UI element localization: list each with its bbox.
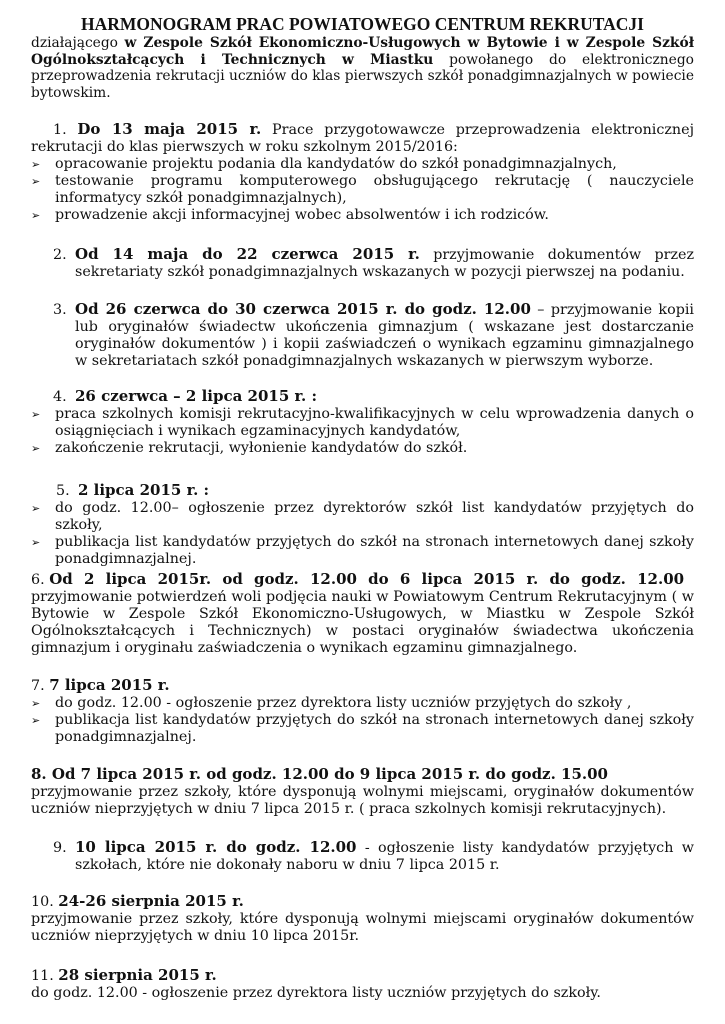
item-date: Od 2 lipca 2015r. od godz. 12.00 do 6 lipca 2015 r. do godz. 12.00: [49, 570, 685, 588]
list-item: ➢ prowadzenie akcji informacyjnej wobec absolwentów i ich rodziców.: [31, 207, 549, 223]
item-date: Od 14 maja do 22 czerwca 2015 r.: [75, 245, 420, 263]
item-3: [53, 301, 694, 370]
intro-text-c: powołanego do elektronicznego przeprowadzenia rekrutacji uczniów do klas pierwszych szkół ponadgimnazjalnych w powiecie bytowskim.: [31, 51, 694, 101]
item-date: 7 lipca 2015 r.: [49, 676, 170, 694]
item-number: 10.: [31, 894, 54, 910]
item-10-text: przyjmowanie przez szkoły, które dysponują wolnymi miejscami oryginałów dokumentów uczniów nieprzyjętych w dniu 10 lipca 2015r.: [31, 911, 694, 944]
item-7-heading: [31, 677, 694, 695]
item-date: Od 7 lipca 2015 r. od godz. 12.00 do 9 lipca 2015 r. do godz. 15.00: [46, 765, 608, 783]
arrow-bullet-icon: ➢: [31, 408, 41, 421]
item-1-paragraph: [31, 121, 694, 156]
item-number: 8.: [31, 765, 47, 783]
list-item: ➢ do godz. 12.00 - ogłoszenie przez dyrektora listy uczniów przyjętych do szkoły ,: [31, 695, 632, 711]
item-date: 28 sierpnia 2015 r.: [58, 966, 217, 984]
item-4-heading: [31, 388, 694, 406]
item-number: 3.: [53, 302, 67, 318]
item-number: 11.: [31, 968, 54, 984]
item-5-heading: [31, 482, 694, 500]
item-6: [31, 571, 694, 657]
list-item: ➢ publikacja list kandydatów przyjętych do szkół na stronach internetowych danej szkoły ponadgimnazjalnej.: [31, 534, 694, 567]
intro-paragraph: [31, 35, 694, 101]
intro-text-b: w Zespole Szkół Ekonomiczno-Usługowych w Bytowie i w Zespole Szkół Ogólnokształcących i Technicznych w Miastku: [31, 35, 694, 68]
item-9: [53, 839, 694, 874]
item-11: [31, 967, 694, 1002]
item-date: 26 czerwca – 2 lipca 2015 r. :: [75, 387, 317, 405]
item-11-heading: [31, 967, 694, 985]
item-10: [31, 893, 694, 945]
item-5-bullets: [31, 500, 694, 568]
list-item: ➢ publikacja list kandydatów przyjętych do szkół na stronach internetowych danej szkoły ponadgimnazjalnej.: [31, 712, 694, 745]
item-date: 2 lipca 2015 r. :: [78, 481, 210, 499]
item-date: Do 13 maja 2015 r.: [77, 120, 262, 138]
item-5: [31, 482, 694, 568]
item-3-paragraph: [53, 301, 694, 370]
item-8: [31, 766, 694, 818]
item-2: [53, 246, 694, 281]
arrow-bullet-icon: ➢: [31, 158, 41, 171]
arrow-bullet-icon: ➢: [31, 502, 41, 515]
item-date: 24-26 sierpnia 2015 r.: [58, 892, 244, 910]
item-number: 1.: [53, 122, 67, 138]
list-item: ➢ testowanie programu komputerowego obsługującego rekrutację ( nauczyciele informatycy szkół ponadgimnazjalnych),: [31, 173, 694, 206]
item-4-bullets: [31, 406, 694, 457]
item-number: 2.: [53, 247, 67, 263]
item-7: [31, 677, 694, 746]
list-item: ➢ praca szkolnych komisji rekrutacyjno-kwalifikacyjnych w celu wprowadzenia danych o osiągnięciach i wynikach egzaminacyjnych kandydatów,: [31, 406, 694, 439]
arrow-bullet-icon: ➢: [31, 209, 41, 222]
arrow-bullet-icon: ➢: [31, 442, 41, 455]
item-number: 9.: [53, 840, 67, 856]
item-number: 6.: [31, 572, 45, 588]
item-2-paragraph: [53, 246, 694, 281]
item-number: 5.: [56, 483, 70, 499]
item-7-bullets: [31, 695, 694, 746]
item-number: 7.: [31, 678, 45, 694]
item-11-text: do godz. 12.00 - ogłoszenie przez dyrektora listy uczniów przyjętych do szkoły.: [31, 985, 601, 1001]
item-8-text: przyjmowanie przez szkoły, które dysponują wolnymi miejscami, oryginałów dokumentów uczniów nieprzyjętych w dniu 7 lipca 2015 r. ( praca szkolnych komisji rekrutacyjnych).: [31, 784, 694, 817]
item-text: - ogłoszenie listy kandydatów przyjętych w szkołach, które nie dokonały naboru w dniu 7 lipca 2015 r.: [75, 840, 694, 873]
item-6-paragraph: [31, 571, 694, 589]
item-8-heading: [31, 766, 694, 784]
item-10-heading: [31, 893, 694, 911]
document-title: HARMONOGRAM PRAC POWIATOWEGO CENTRUM REKRUTACJI: [81, 14, 644, 34]
arrow-bullet-icon: ➢: [31, 536, 41, 549]
item-1: [31, 121, 694, 224]
list-item: ➢ do godz. 12.00– ogłoszenie przez dyrektorów szkół list kandydatów przyjętych do szkoły,: [31, 500, 694, 533]
arrow-bullet-icon: ➢: [31, 714, 41, 727]
arrow-bullet-icon: ➢: [31, 697, 41, 710]
item-6-text: przyjmowanie potwierdzeń woli podjęcia nauki w Powiatowym Centrum Rekrutacyjnym ( w Bytowie w Zespole Szkół Ekonomiczno-Usługowych, w Miastku w Zespole Szkół Ogólnokształcących i Technicznych) w postaci oryginałów świadectwa ukończenia gimnazjum i oryginału zaświadczenia o wynikach egzaminu gimnazjalnego.: [31, 589, 694, 656]
list-item: ➢ opracowanie projektu podania dla kandydatów do szkół ponadgimnazjalnych,: [31, 156, 617, 172]
item-text: – przyjmowanie kopii lub oryginałów świadectw ukończenia gimnazjum ( wskazane jest dostarczanie oryginałów dokumentów ) i kopii zaświadczeń o wynikach egzaminu gimnazjalnego w sekretariatach szkół ponadgimnazjalnych wskazanych w pierwszym wyborze.: [75, 302, 694, 369]
item-text: przyjmowanie dokumentów przez sekretariaty szkół ponadgimnazjalnych wskazanych w pozycji pierwszej na podaniu.: [75, 247, 694, 280]
item-number: 4.: [53, 389, 67, 405]
item-text: Prace przygotowawcze przeprowadzenia elektronicznej rekrutacji do klas pierwszych w roku szkolnym 2015/2016:: [31, 122, 695, 155]
item-1-bullets: [31, 156, 694, 224]
item-4: [31, 388, 694, 457]
item-date: 10 lipca 2015 r. do godz. 12.00: [75, 838, 357, 856]
arrow-bullet-icon: ➢: [31, 175, 41, 188]
intro-text-a: działającego: [31, 35, 125, 51]
item-9-paragraph: [53, 839, 694, 874]
item-date: Od 26 czerwca do 30 czerwca 2015 r. do godz. 12.00: [75, 300, 531, 318]
list-item: ➢ zakończenie rekrutacji, wyłonienie kandydatów do szkół.: [31, 440, 468, 456]
